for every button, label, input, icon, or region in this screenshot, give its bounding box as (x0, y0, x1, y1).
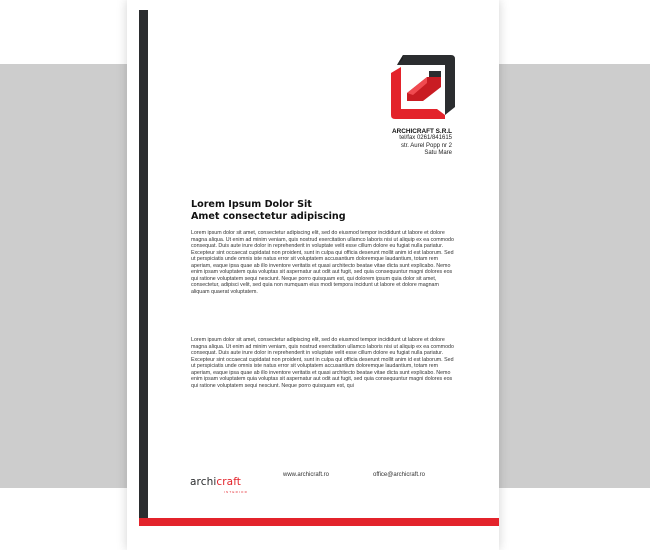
company-phone: tel/fax 0261/841615 (399, 135, 452, 142)
letter-paragraph-1: Lorem ipsum dolor sit amet, consectetur adipiscing elit, sed do eiusmod tempor incididunt ut labore et dolore magna aliqua. Ut enim ad minim veniam, quis nostrud exercitation ullamco laboris nisi ut aliquip ex ea commodo consequat. Duis aute irure dolor in reprehenderit in voluptate velit esse cillum dolore eu fugiat nulla pariatur. Excepteur sint occaecat cupidatat non proident, sunt in culpa qui officia deserunt mollit anim id est laborum. Sed ut perspiciatis unde omnis iste natus error sit voluptatem accusantium doloremque laudantium, totam rem aperiam, eaque ipsa quae ab illo inventore veritatis et quasi architecto beatae vitae dicta sunt explicabo. Nemo enim ipsam voluptatem quia voluptas sit aspernatur aut odit aut fugit, sed quia consequuntur magni dolores eos qui ratione voluptatem sequi nesciunt. Neque porro quisquam est, qui dolorem ipsum quia dolor sit amet, consectetur, adipisci velit, sed quia non numquam eius modi tempora incidunt ut labore et dolore magnam aliquam quaerat voluptatem. (191, 230, 454, 295)
company-street: str. Aurel Popp nr 2 (400, 142, 452, 149)
letter-title-line1: Lorem Ipsum Dolor Sit (191, 199, 312, 210)
footer-logo-word-craft: craft (216, 476, 242, 488)
left-accent-bar (139, 10, 148, 526)
footer-logo-word-archi: archi (190, 476, 217, 488)
company-name: ARCHICRAFT S.R.L (392, 128, 452, 135)
footer-website-link[interactable]: www.archicraft.ro (283, 472, 330, 478)
letterhead-page (127, 0, 499, 550)
footer-logo-tagline: INTERIOR (224, 490, 248, 494)
company-city: Satu Mare (424, 150, 452, 157)
letter-title-line2: Amet consectetur adipiscing (191, 211, 346, 223)
bottom-accent-stripe (139, 518, 499, 526)
company-contact-block (322, 128, 452, 158)
footer-email-link[interactable]: office@archicraft.ro (373, 472, 425, 478)
letter-title (191, 199, 471, 224)
archicraft-logo-icon (389, 53, 457, 121)
letter-paragraph-2: Lorem ipsum dolor sit amet, consectetur adipiscing elit, sed do eiusmod tempor incididunt ut labore et dolore magna aliqua. Ut enim ad minim veniam, quis nostrud exercitation ullamco laboris nisi ut aliquip ex ea commodo consequat. Duis aute irure dolor in reprehenderit in voluptate velit esse cillum dolore eu fugiat nulla pariatur. Excepteur sint occaecat cupidatat non proident, sunt in culpa qui officia deserunt mollit anim id est laborum. Sed ut perspiciatis unde omnis iste natus error sit voluptatem accusantium doloremque laudantium, totam rem aperiam, eaque ipsa quae ab illo inventore veritatis et quasi architecto beatae vitae dicta sunt explicabo. Nemo enim ipsam voluptatem quia voluptas sit aspernatur aut odit aut fugit, sed quia consequuntur magni dolores eos qui ratione voluptatem sequi nesciunt. Neque porro quisquam est, qui (191, 337, 454, 389)
footer-logo (190, 472, 260, 494)
